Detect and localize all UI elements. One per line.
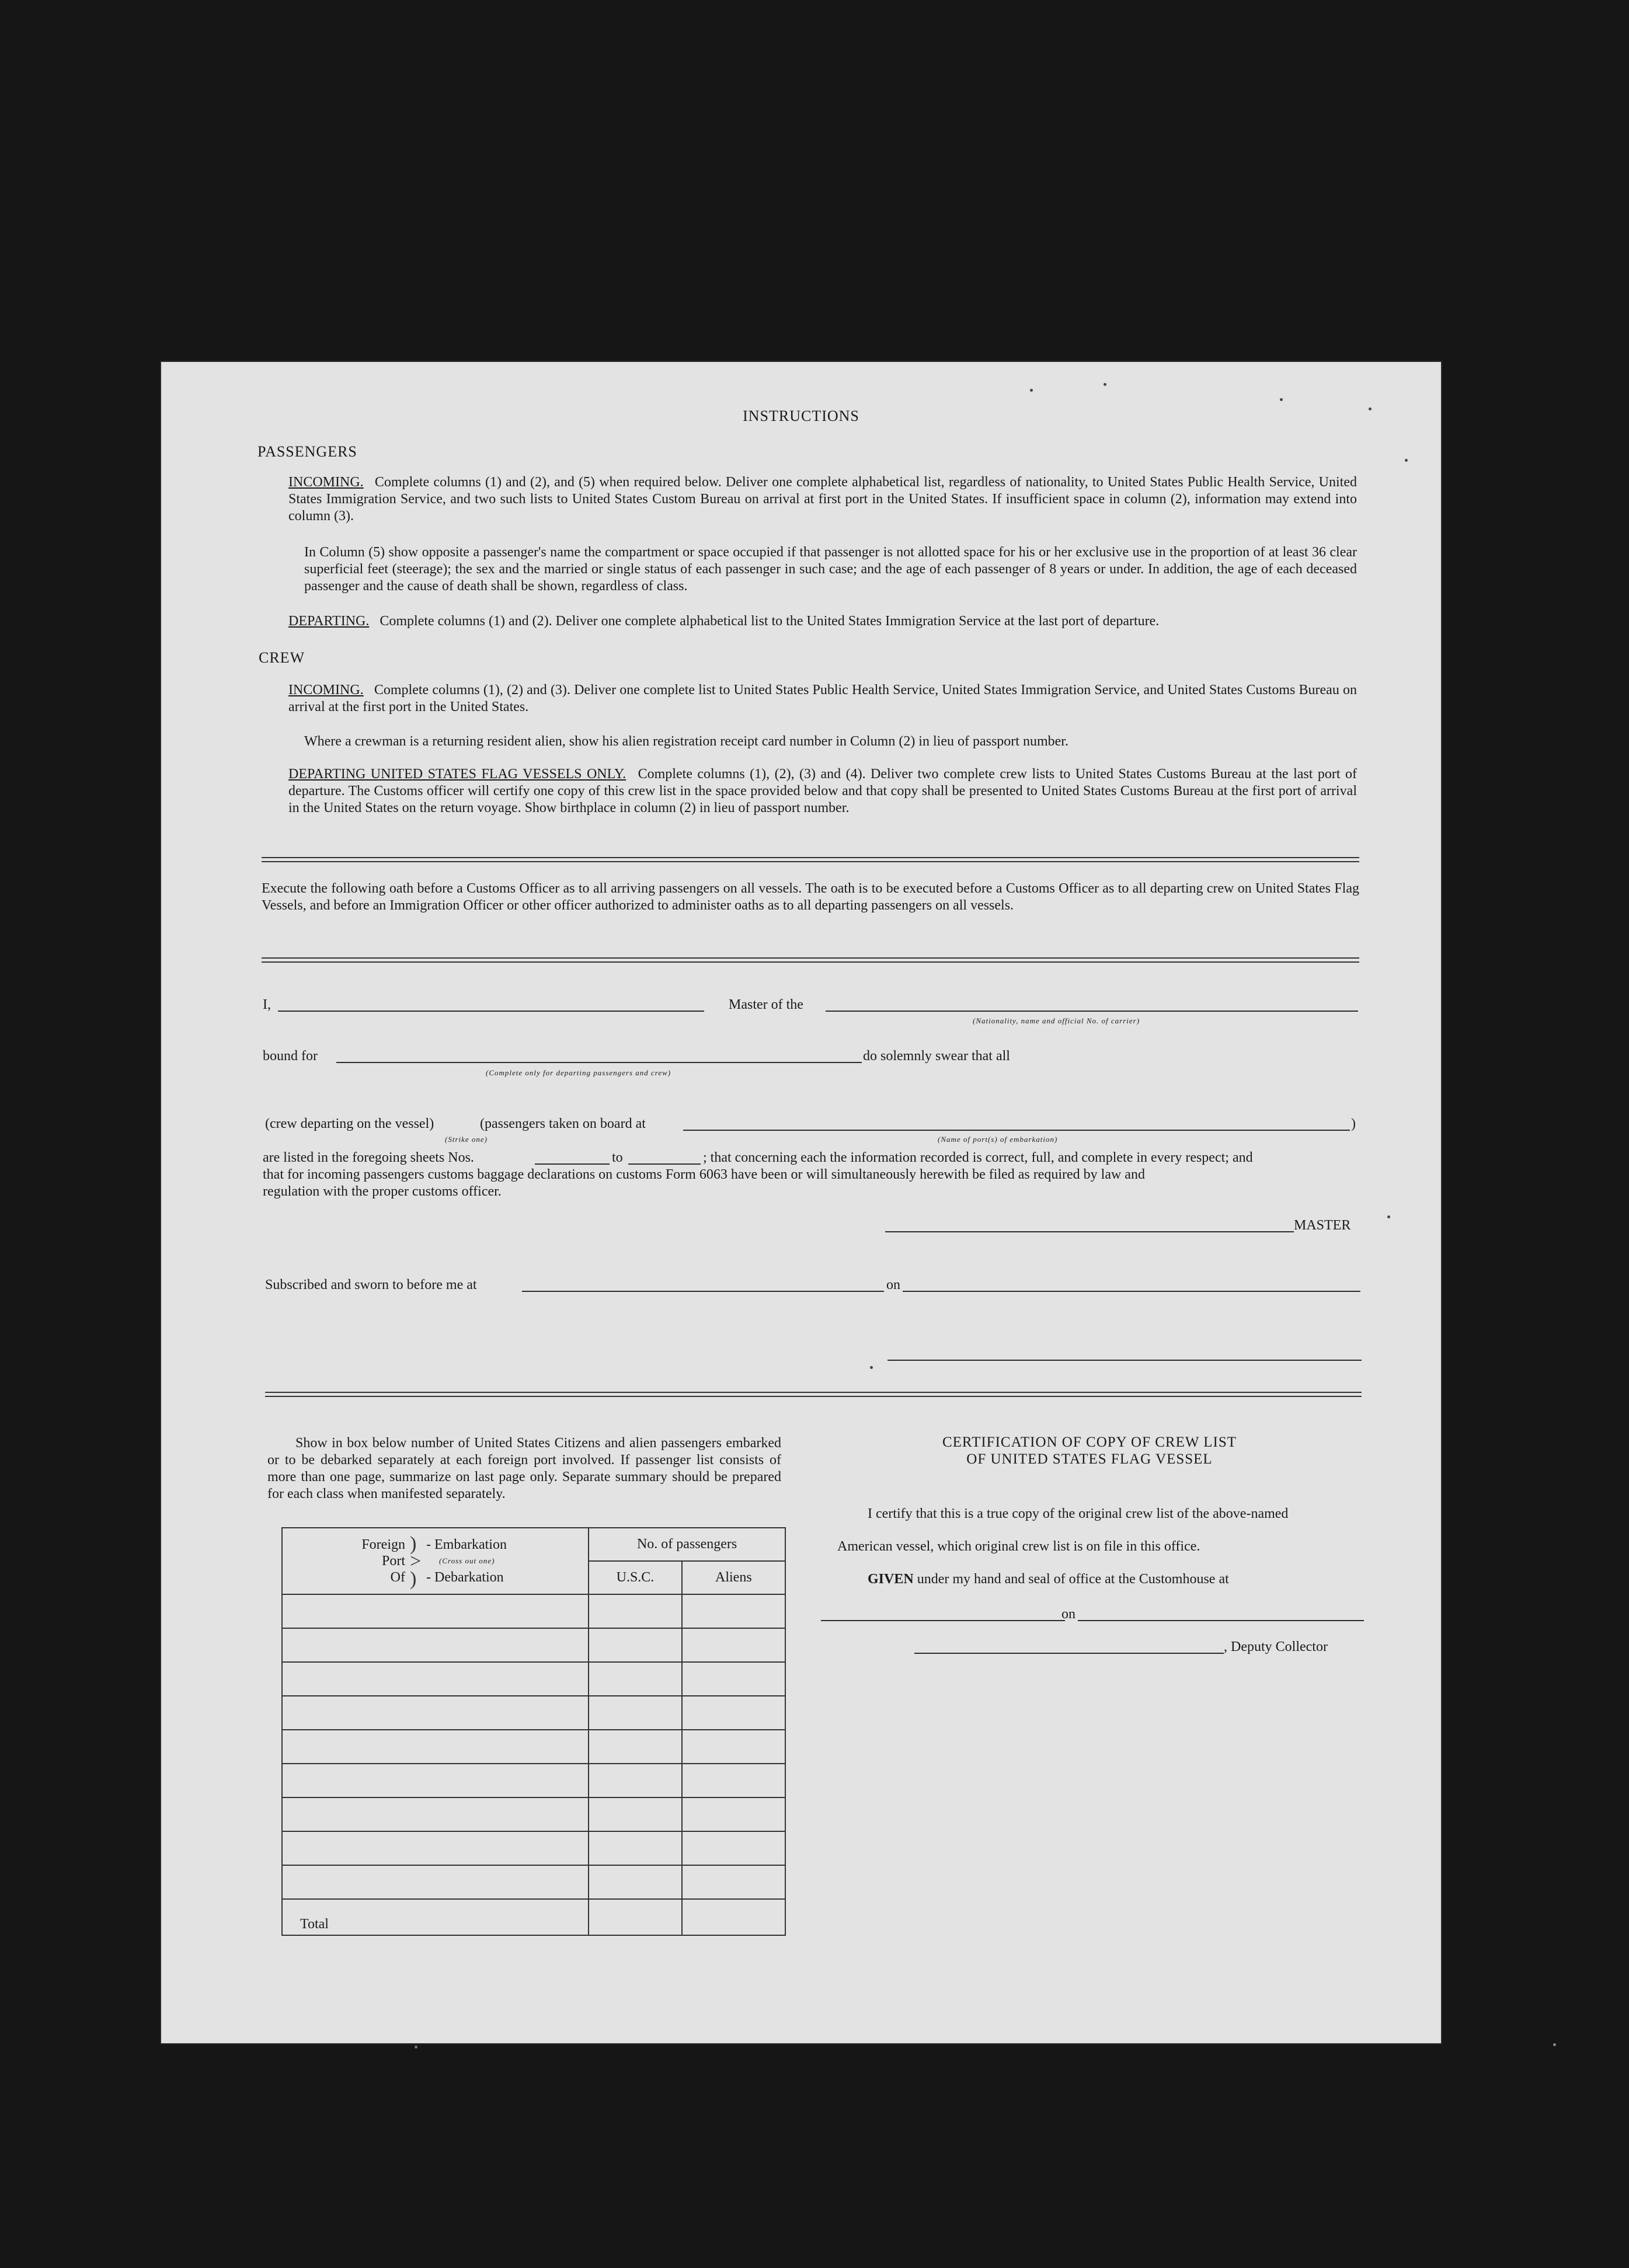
carrier-field[interactable] xyxy=(826,1011,1358,1012)
foreign-port-header: Foreign Port Of ) > ) - Embarkation (Cross out one) - Debarkation xyxy=(282,1528,589,1594)
sworn-on-label: on xyxy=(886,1277,900,1292)
certification-title xyxy=(815,1434,1364,1468)
certification-on-label: on xyxy=(1061,1607,1075,1622)
master-of-label: Master of the xyxy=(729,997,803,1012)
master-label: MASTER xyxy=(1294,1218,1351,1233)
crew-departing-paragraph xyxy=(288,766,1357,817)
passengers-incoming-paragraph xyxy=(288,474,1357,525)
listed-to-label: to xyxy=(612,1150,623,1165)
port-cell[interactable] xyxy=(282,1628,589,1662)
ports-caption: (Name of port(s) of embarkation) xyxy=(938,1135,1058,1144)
total-usc-cell[interactable] xyxy=(589,1899,681,1935)
separator-rule xyxy=(262,857,1359,862)
passengers-departing-paragraph xyxy=(288,613,1357,630)
separator-rule xyxy=(262,957,1359,963)
aliens-cell[interactable] xyxy=(682,1764,785,1797)
certification-title-line1: CERTIFICATION OF COPY OF CREW LIST xyxy=(942,1434,1237,1450)
aliens-header: Aliens xyxy=(682,1561,785,1594)
usc-cell[interactable] xyxy=(589,1594,681,1628)
of-label: Of xyxy=(390,1570,405,1585)
passengers-taken-option[interactable]: (passengers taken on board at xyxy=(480,1116,646,1131)
crew-incoming-label: INCOMING. xyxy=(288,682,364,698)
oath-i-label: I, xyxy=(263,997,271,1012)
crew-incoming-text: Complete columns (1), (2) and (3). Deliver one complete list to United States Public Health Service, United States Immigration Service, and United States Customs Bureau on arrival at the first port in the United States. xyxy=(288,682,1358,715)
master-name-field[interactable] xyxy=(278,1011,704,1012)
listed-line2: that for incoming passengers customs baggage declarations on customs Form 6063 have been or will simultaneously herewith be filed as required by law and xyxy=(263,1167,1145,1182)
crew-departing-option[interactable]: (crew departing on the vessel) xyxy=(265,1116,434,1131)
embarkation-option[interactable]: - Embarkation xyxy=(426,1537,507,1552)
port-cell[interactable] xyxy=(282,1764,589,1797)
scan-speck xyxy=(870,1366,873,1369)
sworn-place-field[interactable] xyxy=(522,1291,884,1292)
form-sheet xyxy=(161,362,1441,2043)
no-of-passengers-header: No. of passengers xyxy=(589,1528,785,1561)
sworn-date-field[interactable] xyxy=(903,1291,1360,1292)
usc-cell[interactable] xyxy=(589,1865,681,1899)
bound-for-field[interactable] xyxy=(336,1062,862,1063)
port-cell[interactable] xyxy=(282,1594,589,1628)
certification-title-line2: OF UNITED STATES FLAG VESSEL xyxy=(966,1451,1213,1467)
table-row xyxy=(282,1764,785,1797)
certify-line1: I certify that this is a true copy of the original crew list of the above-named xyxy=(868,1506,1289,1521)
separator-rule xyxy=(265,1392,1362,1397)
scan-speck xyxy=(1369,407,1372,410)
scan-speck xyxy=(1387,1215,1390,1218)
total-label: Total xyxy=(282,1899,589,1935)
aliens-cell[interactable] xyxy=(682,1865,785,1899)
port-cell[interactable] xyxy=(282,1662,589,1696)
passengers-column5-paragraph: In Column (5) show opposite a passenger's name the compartment or space occupied if that passenger is not allotted space for his or her exclusive use in the proportion of at least 36 clear superficial feet (steerage); the sex and the married or single status of each passenger in such case; and the age of each passenger of 8 years or under. In addition, the age of each deceased passenger and the cause of death shall be shown, regardless of class. xyxy=(304,545,1357,594)
scan-speck xyxy=(415,2046,417,2048)
foreign-label: Foreign xyxy=(361,1537,405,1552)
table-row xyxy=(282,1831,785,1865)
scan-speck xyxy=(1030,389,1033,392)
scan-speck xyxy=(1405,459,1408,462)
strike-caption: (Strike one) xyxy=(445,1135,488,1144)
scan-speck xyxy=(1104,383,1106,386)
passengers-incoming-text: Complete columns (1) and (2), and (5) when required below. Deliver one complete alphabetical list, regardless of nationality, to United States Public Health Service, United States Immigration Service, and two such lists to United States Custom Bureau on arrival at first port in the United States. If insufficient space in column (2), information may extend into column (3). xyxy=(288,475,1358,524)
table-row xyxy=(282,1696,785,1730)
swear-label: do solemnly swear that all xyxy=(863,1048,1010,1064)
debarkation-option[interactable]: - Debarkation xyxy=(426,1570,504,1585)
aliens-cell[interactable] xyxy=(682,1730,785,1764)
listed-rest: ; that concerning each the information recorded is correct, full, and complete in every respect; and xyxy=(703,1150,1253,1165)
passengers-heading: PASSENGERS xyxy=(257,443,357,460)
usc-cell[interactable] xyxy=(589,1730,681,1764)
crew-incoming-paragraph xyxy=(288,682,1357,716)
port-label: Port xyxy=(381,1553,405,1569)
passenger-summary-table xyxy=(281,1527,786,1936)
crew-departing-label: DEPARTING UNITED STATES FLAG VESSELS ONLY. xyxy=(288,767,626,782)
aliens-cell[interactable] xyxy=(682,1696,785,1730)
usc-cell[interactable] xyxy=(589,1628,681,1662)
passengers-incoming-label: INCOMING. xyxy=(288,475,364,490)
embarkation-ports-field[interactable] xyxy=(683,1130,1350,1131)
given-paragraph xyxy=(868,1572,1229,1587)
total-row xyxy=(282,1899,785,1935)
bound-for-label: bound for xyxy=(263,1048,318,1064)
listed-prefix: are listed in the foregoing sheets Nos. xyxy=(263,1150,474,1165)
close-paren: ) xyxy=(1351,1116,1356,1131)
aliens-cell[interactable] xyxy=(682,1662,785,1696)
given-text: under my hand and seal of office at the Customhouse at xyxy=(917,1572,1229,1587)
usc-cell[interactable] xyxy=(589,1696,681,1730)
bound-for-caption: (Complete only for departing passengers and crew) xyxy=(486,1068,671,1077)
port-cell[interactable] xyxy=(282,1797,589,1831)
sheet-from-field[interactable] xyxy=(535,1163,610,1165)
port-cell[interactable] xyxy=(282,1730,589,1764)
aliens-cell[interactable] xyxy=(682,1628,785,1662)
certify-line2: American vessel, which original crew list is on file in this office. xyxy=(837,1539,1200,1554)
officer-signature-field[interactable] xyxy=(887,1360,1362,1361)
summary-intro: Show in box below number of United States Citizens and alien passengers embarked or to be debarked separately at each foreign port involved. If passenger list consists of more than one page, summarize on last page only. Separate summary should be prepared for each class when manifested separately. xyxy=(267,1436,781,1501)
port-cell[interactable] xyxy=(282,1831,589,1865)
sheet-to-field[interactable] xyxy=(628,1163,701,1165)
certification-date-field[interactable] xyxy=(1078,1620,1364,1621)
oath-instruction: Execute the following oath before a Customs Officer as to all arriving passengers on all vessels. The oath is to be executed before a Customs Officer as to all departing crew on United States Flag Vessels, and before an Immigration Officer or other officer authorized to administer oaths as to all departing passengers on all vessels. xyxy=(262,881,1359,913)
scan-speck xyxy=(1553,2043,1556,2046)
usc-header: U.S.C. xyxy=(589,1561,681,1594)
scan-speck xyxy=(1280,398,1283,401)
customhouse-place-field[interactable] xyxy=(821,1620,1065,1621)
given-label: GIVEN xyxy=(868,1572,914,1587)
passengers-departing-text: Complete columns (1) and (2). Deliver one complete alphabetical list to the United States Immigration Service at the last port of departure. xyxy=(380,614,1160,629)
aliens-cell[interactable] xyxy=(682,1831,785,1865)
crew-departing-text: Complete columns (1), (2), (3) and (4). Deliver two complete crew lists to United States Customs Bureau at the last port of departure. The Customs officer will certify one copy of this crew list in the space provided below and that copy shall be presented to United States Customs Bureau at the first port of arrival in the United States on the return voyage. Show birthplace in column (2) in lieu of passport number. xyxy=(288,767,1357,816)
usc-cell[interactable] xyxy=(589,1797,681,1831)
table-row xyxy=(282,1730,785,1764)
table-row xyxy=(282,1865,785,1899)
table-row xyxy=(282,1628,785,1662)
table-row xyxy=(282,1797,785,1831)
crew-heading: CREW xyxy=(259,649,305,666)
port-cell[interactable] xyxy=(282,1865,589,1899)
nationality-caption: (Nationality, name and official No. of carrier) xyxy=(973,1016,1140,1025)
deputy-signature-field[interactable] xyxy=(914,1653,1224,1654)
usc-cell[interactable] xyxy=(589,1764,681,1797)
port-cell[interactable] xyxy=(282,1696,589,1730)
total-aliens-cell[interactable] xyxy=(682,1899,785,1935)
deputy-collector-label: , Deputy Collector xyxy=(1224,1639,1328,1654)
usc-cell[interactable] xyxy=(589,1831,681,1865)
passengers-departing-label: DEPARTING. xyxy=(288,614,370,629)
usc-cell[interactable] xyxy=(589,1662,681,1696)
page-title: INSTRUCTIONS xyxy=(743,407,859,424)
crew-resident-paragraph: Where a crewman is a returning resident alien, show his alien registration receipt card number in Column (2) in lieu of passport number. xyxy=(304,734,1068,749)
cross-out-caption: (Cross out one) xyxy=(439,1556,495,1565)
aliens-cell[interactable] xyxy=(682,1594,785,1628)
master-signature-field[interactable] xyxy=(885,1231,1294,1232)
subscribed-label: Subscribed and sworn to before me at xyxy=(265,1277,477,1292)
aliens-cell[interactable] xyxy=(682,1797,785,1831)
table-row xyxy=(282,1662,785,1696)
listed-line3: regulation with the proper customs officer. xyxy=(263,1184,502,1199)
table-row xyxy=(282,1594,785,1628)
